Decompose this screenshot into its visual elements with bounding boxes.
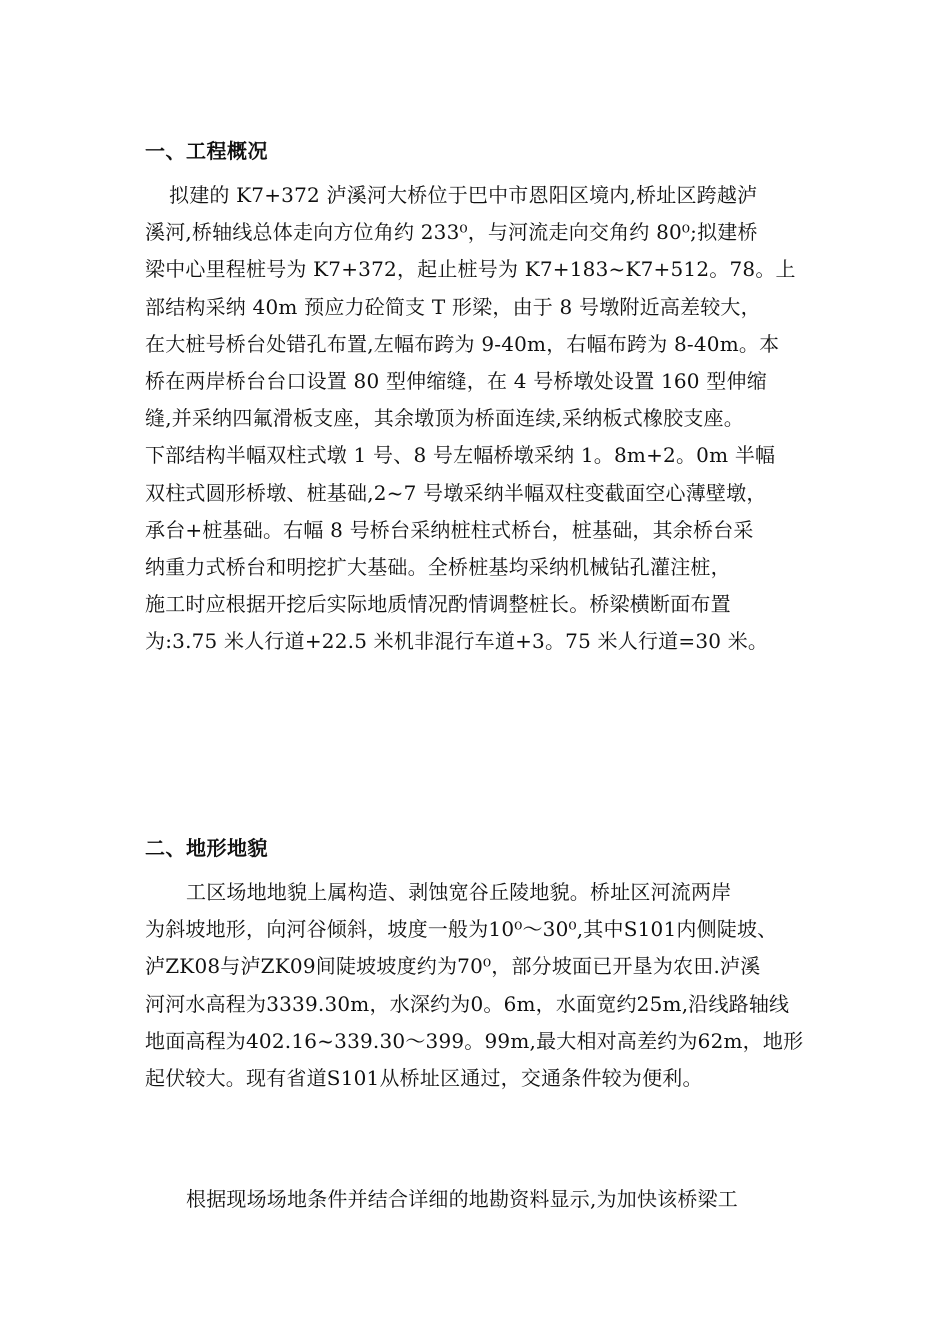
paragraph-line: 缝,并采纳四氟滑板支座，其余墩顶为桥面连续,采纳板式橡胶支座。	[145, 406, 744, 431]
paragraph-line: 承台+桩基础。右幅 8 号桥台采纳桩柱式桥台，桩基础，其余桥台采	[145, 517, 754, 542]
paragraph-line: 泸ZK08与泸ZK09间陡坡坡度约为70⁰，部分坡面已开垦为农田.泸溪	[145, 954, 761, 979]
paragraph-line: 起伏较大。现有省道S101从桥址区通过，交通条件较为便利。	[145, 1066, 703, 1091]
paragraph-line: 地面高程为402.16~339.30～399。99m,最大相对高差约为62m，地形	[145, 1028, 804, 1053]
paragraph-line: 为斜坡地形，向河谷倾斜，坡度一般为10⁰～30⁰,其中S101内侧陡坡、	[145, 917, 778, 942]
paragraph-line: 纳重力式桥台和明挖扩大基础。全桥桩基均采纳机械钻孔灌注桩，	[145, 555, 731, 580]
paragraph-line: 梁中心里程桩号为 K7+372，起止桩号为 K7+183~K7+512。78。上	[145, 257, 796, 282]
paragraph-line: 为:3.75 米人行道+22.5 米机非混行车道+3。75 米人行道=30 米。	[145, 629, 769, 654]
section-heading-project-overview: 一、工程概况	[145, 139, 268, 163]
paragraph-line: 下部结构半幅双柱式墩 1 号、8 号左幅桥墩采纳 1。8m+2。0m 半幅	[145, 443, 776, 468]
paragraph-line: 拟建的 K7+372 泸溪河大桥位于巴中市恩阳区境内,桥址区跨越泸	[169, 183, 758, 207]
paragraph-line: 桥在两岸桥台台口设置 80 型伸缩缝，在 4 号桥墩处设置 160 型伸缩	[145, 369, 767, 394]
paragraph-line: 河河水高程为3339.30m，水深约为0。6m，水面宽约25m,沿线路轴线	[145, 991, 790, 1016]
paragraph-line: 施工时应根据开挖后实际地质情况酌情调整桩长。桥梁横断面布置	[145, 592, 731, 617]
paragraph-line: 部结构采纳 40m 预应力砼简支 T 形梁，由于 8 号墩附近高差较大，	[145, 294, 761, 319]
section-heading-terrain: 二、地形地貌	[145, 836, 268, 860]
paragraph-line: 双柱式圆形桥墩、桩基础,2~7 号墩采纳半幅双柱变截面空心薄壁墩，	[145, 480, 767, 505]
paragraph-line: 溪河,桥轴线总体走向方位角约 233⁰，与河流走向交角约 80⁰;拟建桥	[145, 220, 758, 245]
section-body-project-overview	[145, 177, 810, 661]
section-body-continuation	[145, 1181, 810, 1218]
paragraph-line: 在大桩号桥台处错孔布置,左幅布跨为 9-40m，右幅布跨为 8-40m。本	[145, 331, 780, 356]
section-body-terrain	[145, 874, 810, 1097]
paragraph-line: 根据现场场地条件并结合详细的地勘资料显示,为加快该桥梁工	[186, 1187, 738, 1211]
paragraph-line: 工区场地地貌上属构造、剥蚀宽谷丘陵地貌。桥址区河流两岸	[186, 880, 732, 904]
